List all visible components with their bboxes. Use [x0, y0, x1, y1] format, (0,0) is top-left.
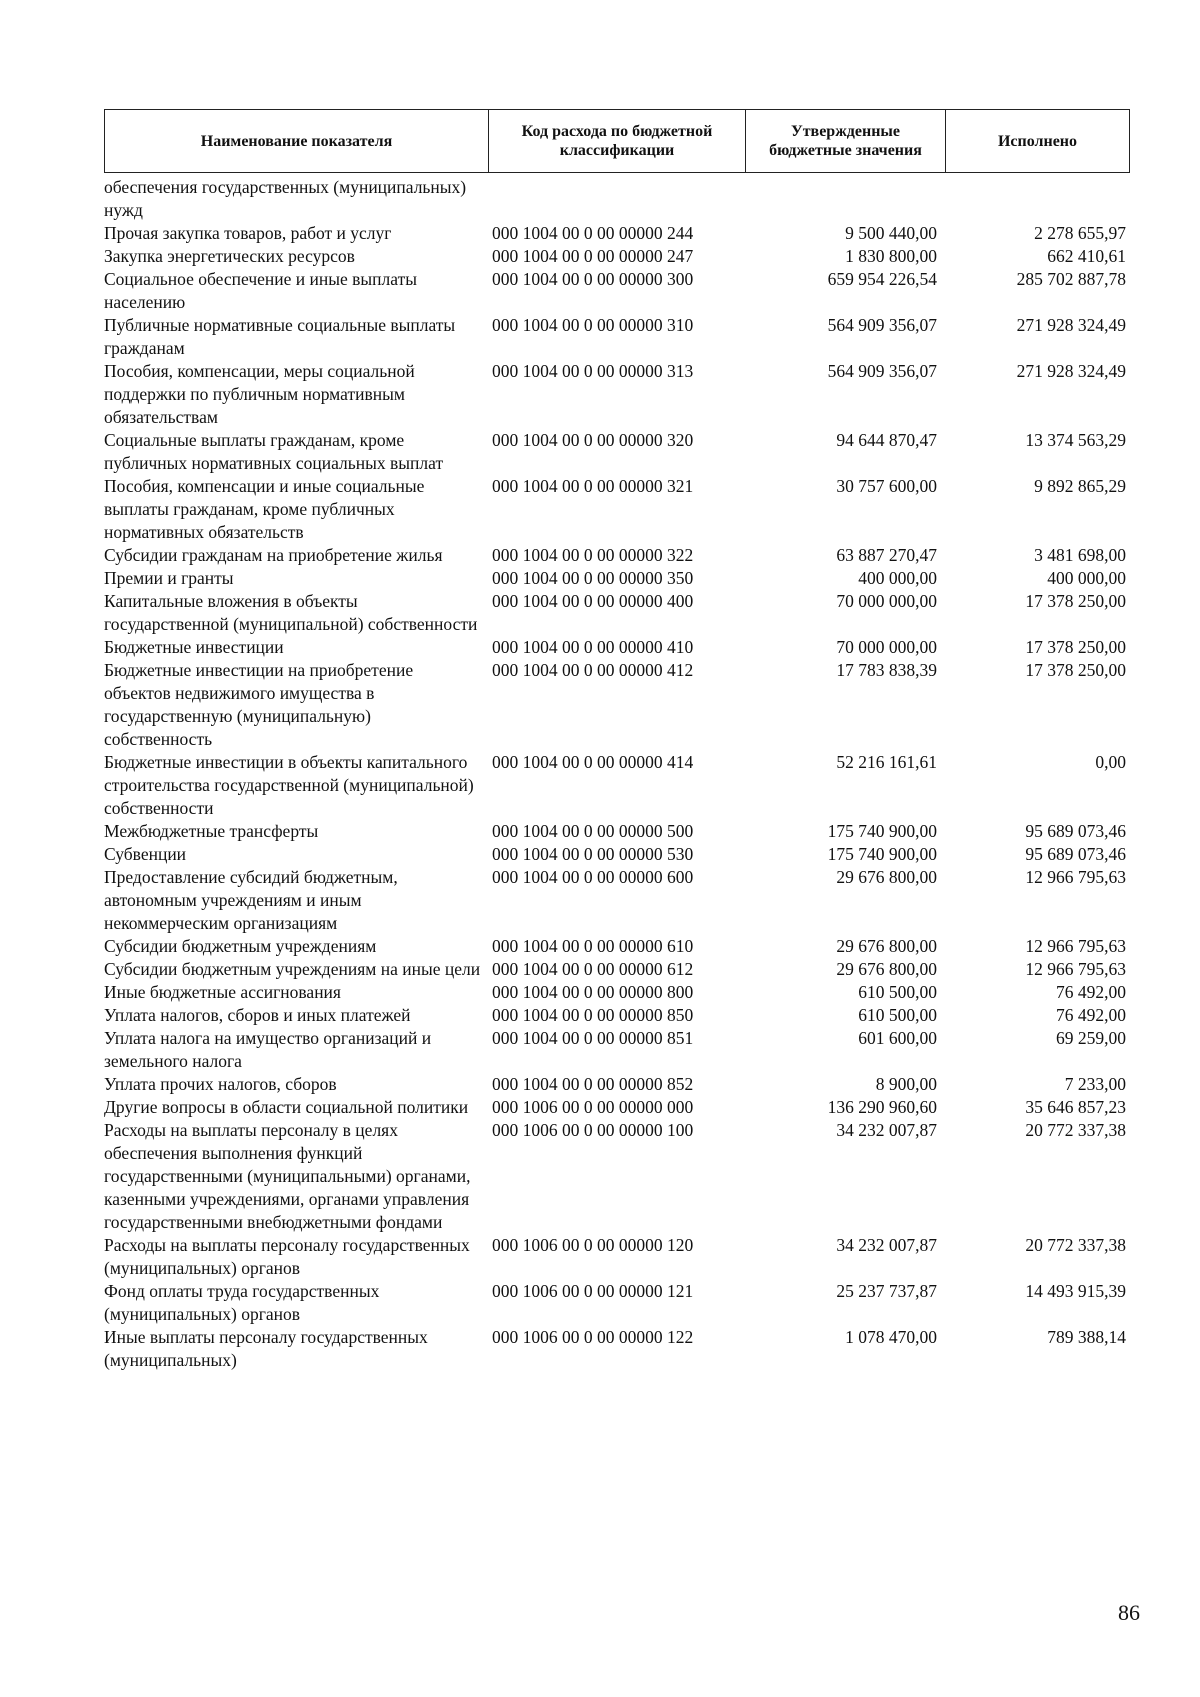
row-code: 000 1006 00 0 00 00000 000 — [492, 1097, 694, 1117]
table-row — [104, 751, 1130, 820]
row-name: Премии и гранты — [104, 568, 234, 588]
row-approved: 52 216 161,61 — [836, 752, 937, 772]
row-code: 000 1004 00 0 00 00000 851 — [492, 1028, 694, 1048]
header-executed: Исполнено — [997, 132, 1078, 150]
row-approved: 17 783 838,39 — [836, 660, 937, 680]
table-row — [104, 544, 1130, 567]
row-code: 000 1004 00 0 00 00000 850 — [492, 1005, 694, 1025]
row-executed: 95 689 073,46 — [1025, 821, 1126, 841]
table-row — [104, 981, 1130, 1004]
row-approved: 601 600,00 — [858, 1028, 937, 1048]
table-row — [104, 866, 1130, 935]
row-name: Бюджетные инвестиции — [104, 637, 284, 657]
row-approved: 34 232 007,87 — [836, 1235, 937, 1255]
table-row — [104, 1073, 1130, 1096]
row-approved: 564 909 356,07 — [827, 315, 937, 335]
table-row — [104, 1027, 1130, 1073]
table-row — [104, 1234, 1130, 1280]
row-approved: 610 500,00 — [858, 982, 937, 1002]
row-name: Расходы на выплаты персоналу в целях обеспечения выполнения функций государственными (муниципальными) органами, казенными учреждениями, органами управления государственными внебюджетными фондами — [104, 1120, 471, 1232]
table-row — [104, 475, 1130, 544]
row-executed: 662 410,61 — [1047, 246, 1126, 266]
row-name: Уплата прочих налогов, сборов — [104, 1074, 337, 1094]
row-executed: 35 646 857,23 — [1025, 1097, 1126, 1117]
row-code: 000 1004 00 0 00 00000 852 — [492, 1074, 694, 1094]
row-code: 000 1004 00 0 00 00000 310 — [492, 315, 694, 335]
row-approved: 29 676 800,00 — [836, 936, 937, 956]
table-row — [104, 590, 1130, 636]
row-name: Иные выплаты персоналу государственных (муниципальных) — [104, 1327, 428, 1370]
table-body — [104, 176, 1130, 1372]
row-executed: 400 000,00 — [1047, 568, 1126, 588]
table-row — [104, 268, 1130, 314]
header-name: Наименование показателя — [105, 110, 489, 172]
table-row — [104, 1004, 1130, 1027]
row-executed: 9 892 865,29 — [1034, 476, 1126, 496]
row-code: 000 1004 00 0 00 00000 350 — [492, 568, 694, 588]
table-header — [104, 109, 1130, 173]
table-row — [104, 222, 1130, 245]
row-executed: 789 388,14 — [1047, 1327, 1126, 1347]
row-executed: 14 493 915,39 — [1025, 1281, 1126, 1301]
row-code: 000 1004 00 0 00 00000 530 — [492, 844, 694, 864]
row-name: Пособия, компенсации и иные социальные выплаты гражданам, кроме публичных нормативных обязательств — [104, 476, 425, 542]
row-approved: 1 830 800,00 — [845, 246, 937, 266]
row-name: Субсидии бюджетным учреждениям — [104, 936, 377, 956]
row-approved: 34 232 007,87 — [836, 1120, 937, 1140]
table-row — [104, 314, 1130, 360]
row-executed: 13 374 563,29 — [1025, 430, 1126, 450]
row-code: 000 1004 00 0 00 00000 800 — [492, 982, 694, 1002]
row-executed — [945, 176, 1130, 222]
row-approved: 30 757 600,00 — [836, 476, 937, 496]
table-row — [104, 1119, 1130, 1234]
row-executed: 2 278 655,97 — [1034, 223, 1126, 243]
row-executed: 12 966 795,63 — [1025, 959, 1126, 979]
row-name: Социальные выплаты гражданам, кроме публичных нормативных социальных выплат — [104, 430, 444, 473]
row-executed: 20 772 337,38 — [1025, 1120, 1126, 1140]
row-executed: 17 378 250,00 — [1025, 591, 1126, 611]
page-number: 86 — [1118, 1600, 1140, 1625]
row-executed: 17 378 250,00 — [1025, 637, 1126, 657]
row-approved: 70 000 000,00 — [836, 591, 937, 611]
row-approved: 29 676 800,00 — [836, 867, 937, 887]
row-executed: 285 702 887,78 — [1016, 269, 1126, 289]
row-approved: 25 237 737,87 — [836, 1281, 937, 1301]
table-row — [104, 820, 1130, 843]
row-executed: 3 481 698,00 — [1034, 545, 1126, 565]
row-name: Межбюджетные трансферты — [104, 821, 319, 841]
row-name: Пособия, компенсации, меры социальной поддержки по публичным нормативным обязательствам — [104, 361, 415, 427]
table-row — [104, 176, 1130, 222]
row-code: 000 1004 00 0 00 00000 300 — [492, 269, 694, 289]
row-code: 000 1004 00 0 00 00000 600 — [492, 867, 694, 887]
table-row — [104, 935, 1130, 958]
row-code: 000 1004 00 0 00 00000 321 — [492, 476, 694, 496]
row-code: 000 1004 00 0 00 00000 247 — [492, 246, 694, 266]
row-name: Субвенции — [104, 844, 187, 864]
row-name: обеспечения государственных (муниципальных) нужд — [104, 177, 467, 220]
table-row — [104, 567, 1130, 590]
row-code: 000 1004 00 0 00 00000 500 — [492, 821, 694, 841]
row-executed: 7 233,00 — [1064, 1074, 1126, 1094]
row-approved: 659 954 226,54 — [827, 269, 937, 289]
row-approved: 70 000 000,00 — [836, 637, 937, 657]
row-name: Фонд оплаты труда государственных (муниципальных) органов — [104, 1281, 380, 1324]
table-row — [104, 360, 1130, 429]
row-executed: 69 259,00 — [1056, 1028, 1126, 1048]
table-row — [104, 1326, 1130, 1372]
table-row — [104, 429, 1130, 475]
table-row — [104, 245, 1130, 268]
row-executed: 12 966 795,63 — [1025, 936, 1126, 956]
row-code: 000 1004 00 0 00 00000 322 — [492, 545, 694, 565]
row-executed: 76 492,00 — [1056, 982, 1126, 1002]
row-name: Публичные нормативные социальные выплаты гражданам — [104, 315, 456, 358]
table-row — [104, 659, 1130, 751]
row-code: 000 1006 00 0 00 00000 120 — [492, 1235, 694, 1255]
row-name: Другие вопросы в области социальной политики — [104, 1097, 469, 1117]
row-code: 000 1004 00 0 00 00000 313 — [492, 361, 694, 381]
row-approved: 175 740 900,00 — [827, 844, 937, 864]
row-code: 000 1004 00 0 00 00000 610 — [492, 936, 694, 956]
row-code: 000 1004 00 0 00 00000 244 — [492, 223, 694, 243]
table-row — [104, 843, 1130, 866]
row-name: Расходы на выплаты персоналу государственных (муниципальных) органов — [104, 1235, 470, 1278]
row-approved: 610 500,00 — [858, 1005, 937, 1025]
row-approved: 175 740 900,00 — [827, 821, 937, 841]
row-code: 000 1006 00 0 00 00000 121 — [492, 1281, 694, 1301]
row-executed: 17 378 250,00 — [1025, 660, 1126, 680]
row-approved: 8 900,00 — [875, 1074, 937, 1094]
row-executed: 271 928 324,49 — [1016, 315, 1126, 335]
row-approved: 29 676 800,00 — [836, 959, 937, 979]
row-executed: 95 689 073,46 — [1025, 844, 1126, 864]
row-name: Прочая закупка товаров, работ и услуг — [104, 223, 392, 243]
row-approved: 9 500 440,00 — [845, 223, 937, 243]
row-code — [488, 176, 745, 222]
table-row — [104, 1280, 1130, 1326]
row-code: 000 1004 00 0 00 00000 412 — [492, 660, 694, 680]
row-name: Закупка энергетических ресурсов — [104, 246, 355, 266]
row-executed: 271 928 324,49 — [1016, 361, 1126, 381]
row-executed: 76 492,00 — [1056, 1005, 1126, 1025]
row-code: 000 1004 00 0 00 00000 320 — [492, 430, 694, 450]
row-approved: 63 887 270,47 — [836, 545, 937, 565]
row-executed: 20 772 337,38 — [1025, 1235, 1126, 1255]
row-approved — [745, 176, 945, 222]
header-approved: Утвержденные бюджетные значения — [746, 110, 946, 172]
row-code: 000 1006 00 0 00 00000 122 — [492, 1327, 694, 1347]
row-code: 000 1004 00 0 00 00000 612 — [492, 959, 694, 979]
row-code: 000 1004 00 0 00 00000 414 — [492, 752, 694, 772]
row-name: Бюджетные инвестиции на приобретение объектов недвижимого имущества в государственную (муниципальную) собственность — [104, 660, 414, 749]
row-name: Социальное обеспечение и иные выплаты населению — [104, 269, 418, 312]
row-name: Иные бюджетные ассигнования — [104, 982, 341, 1002]
row-executed: 0,00 — [1095, 752, 1126, 772]
row-approved: 136 290 960,60 — [827, 1097, 937, 1117]
row-name: Бюджетные инвестиции в объекты капитального строительства государственной (муниципальной) собственности — [104, 752, 474, 818]
row-code: 000 1006 00 0 00 00000 100 — [492, 1120, 694, 1140]
header-code: Код расхода по бюджетной классификации — [489, 110, 746, 172]
row-executed: 12 966 795,63 — [1025, 867, 1126, 887]
row-name: Субсидии бюджетным учреждениям на иные цели — [104, 959, 481, 979]
row-approved: 94 644 870,47 — [836, 430, 937, 450]
row-name: Капитальные вложения в объекты государственной (муниципальной) собственности — [104, 591, 478, 634]
row-approved: 1 078 470,00 — [845, 1327, 937, 1347]
row-approved: 564 909 356,07 — [827, 361, 937, 381]
table-row — [104, 1096, 1130, 1119]
table-row — [104, 636, 1130, 659]
row-code: 000 1004 00 0 00 00000 410 — [492, 637, 694, 657]
row-name: Предоставление субсидий бюджетным, автономным учреждениям и иным некоммерческим организациям — [104, 867, 398, 933]
row-name: Уплата налогов, сборов и иных платежей — [104, 1005, 411, 1025]
row-code: 000 1004 00 0 00 00000 400 — [492, 591, 694, 611]
row-name: Субсидии гражданам на приобретение жилья — [104, 545, 443, 565]
table-row — [104, 958, 1130, 981]
row-name: Уплата налога на имущество организаций и земельного налога — [104, 1028, 432, 1071]
row-approved: 400 000,00 — [858, 568, 937, 588]
